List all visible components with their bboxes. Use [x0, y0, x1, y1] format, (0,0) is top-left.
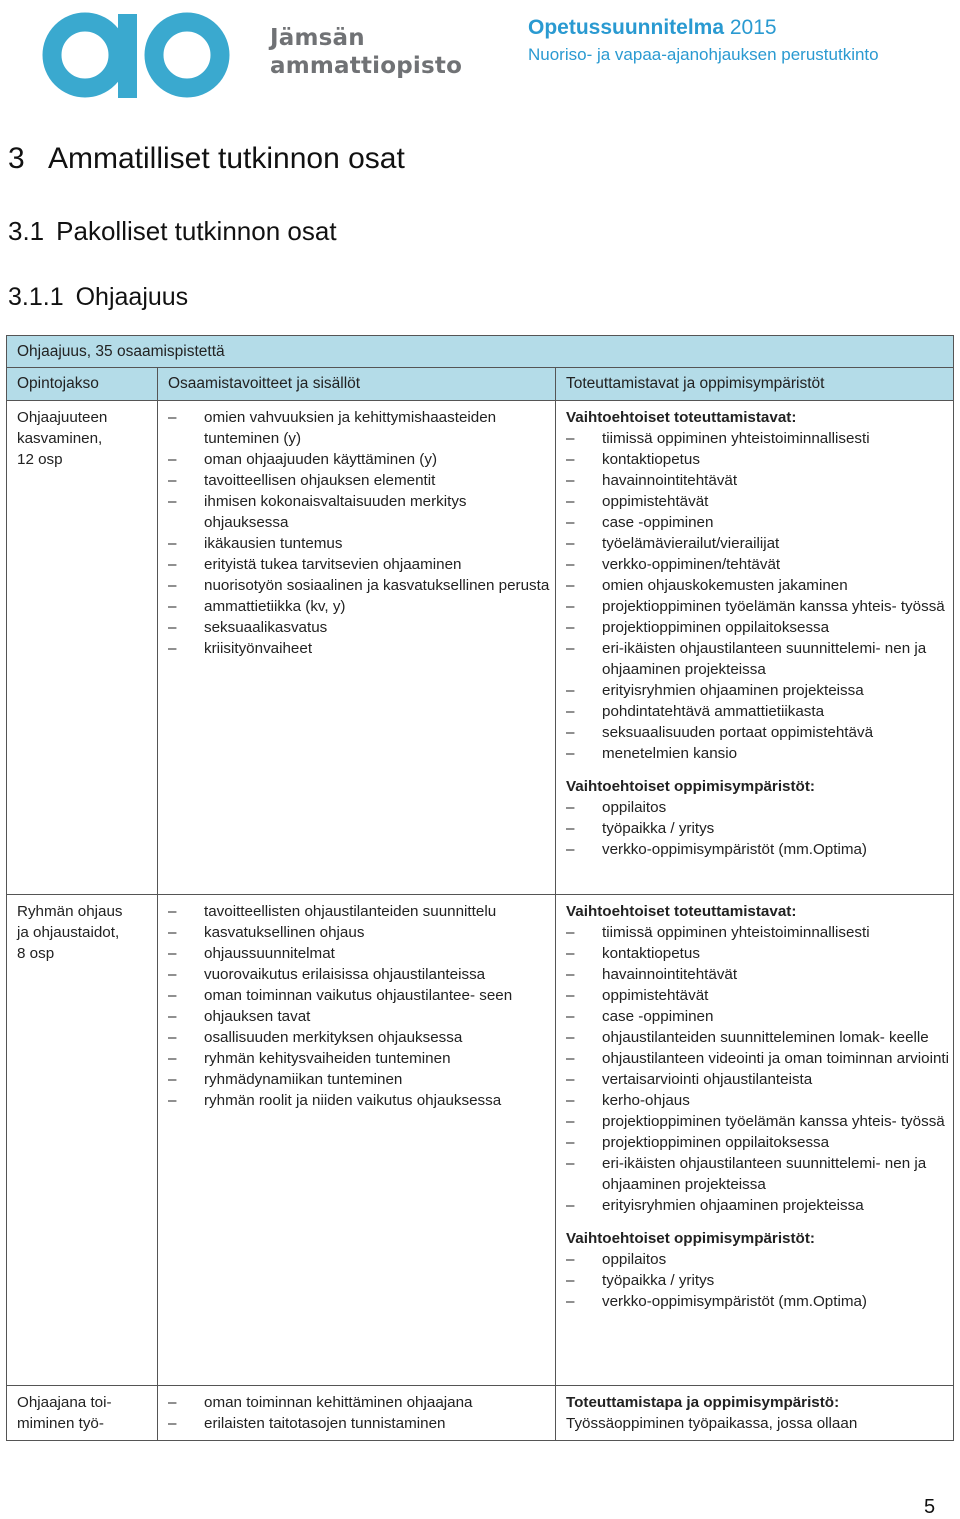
heading-1-text: Ammatilliset tutkinnon osat	[48, 142, 405, 175]
jakso-line: ja ohjaustaidot,	[17, 924, 120, 941]
ao-logo-mark-icon	[30, 4, 236, 100]
table-header-row	[7, 368, 953, 401]
list-item: – verkko-oppimisympäristöt (mm.Optima)	[566, 839, 952, 860]
list-item: – tavoitteellisten ohjaustilanteiden suunnittelu	[168, 901, 550, 922]
list-item: – työpaikka / yritys	[566, 1270, 952, 1291]
list-item: – nuorisotyön sosiaalinen ja kasvatuksellinen perusta	[168, 575, 550, 596]
school-logo	[30, 4, 463, 100]
list-item: – ryhmän roolit ja niiden vaikutus ohjauksessa	[168, 1090, 550, 1111]
list-item: – tiimissä oppiminen yhteistoiminnallisesti	[566, 922, 952, 943]
list-item: – ohjauksen tavat	[168, 1006, 550, 1027]
list-item: – projektioppiminen oppilaitoksessa	[566, 617, 952, 638]
list-item: – oppilaitos	[566, 797, 952, 818]
list-item: – pohdintatehtävä ammattietiikasta	[566, 701, 952, 722]
table-caption-row	[7, 336, 953, 368]
document-title	[528, 16, 777, 40]
jakso-line: kasvaminen,	[17, 430, 103, 447]
list-item: – erityistä tukea tarvitsevien ohjaaminen	[168, 554, 550, 575]
document-subtitle: Nuoriso- ja vapaa-ajanohjauksen perustutkinto	[528, 45, 879, 64]
list-item: – case -oppiminen	[566, 1006, 952, 1027]
heading-1	[8, 142, 405, 176]
list-item: – tiimissä oppiminen yhteistoiminnallisesti	[566, 428, 952, 449]
jakso-line: Ohjaajana toi-	[17, 1394, 112, 1411]
jakso-line: 12 osp	[17, 451, 63, 468]
list-item: – ohjaussuunnitelmat	[168, 943, 550, 964]
list-item: – erilaisten taitotasojen tunnistaminen	[168, 1413, 550, 1434]
column-header-tavoitteet: Osaamistavoitteet ja sisällöt	[168, 375, 361, 392]
list-item: – seksuaalikasvatus	[168, 617, 550, 638]
jakso-line: 8 osp	[17, 945, 55, 962]
list-item: – tavoitteellisen ohjauksen elementit	[168, 470, 550, 491]
list-item: – kriisityönvaiheet	[168, 638, 550, 659]
table-row-2-toteutus	[566, 901, 952, 1312]
list-item: – verkko-oppimisympäristöt (mm.Optima)	[566, 1291, 952, 1312]
toteutus-title: Toteuttamistapa ja oppimisympäristö:	[566, 1394, 840, 1411]
list-item: – osallisuuden merkityksen ohjauksessa	[168, 1027, 550, 1048]
column-divider	[555, 368, 556, 1440]
list-item: – työpaikka / yritys	[566, 818, 952, 839]
list-item: – oppilaitos	[566, 1249, 952, 1270]
heading-2-text: Pakolliset tutkinnon osat	[56, 216, 337, 246]
heading-2	[8, 216, 337, 247]
jakso-line: miminen työ-	[17, 1415, 104, 1432]
school-name-line2: ammattiopisto	[270, 53, 463, 79]
column-header-jakso: Opintojakso	[17, 375, 99, 392]
table-row-3-tavoitteet	[168, 1392, 550, 1434]
list-item: – kerho-ohjaus	[566, 1090, 952, 1111]
list-item: – oppimistehtävät	[566, 491, 952, 512]
table-row-2-tavoitteet	[168, 901, 550, 1111]
heading-3-text: Ohjaajuus	[75, 283, 189, 311]
ymparisto-title: Vaihtoehtoiset oppimisympäristöt:	[566, 778, 815, 795]
table-row-1-toteutus	[566, 407, 952, 860]
table-row-3-toteutus	[566, 1392, 952, 1434]
school-name-line1: Jämsän	[270, 25, 365, 51]
heading-1-number: 3	[8, 142, 25, 175]
list-item: – case -oppiminen	[566, 512, 952, 533]
list-item: – eri-ikäisten ohjaustilanteen suunnittelemi- nen ja ohjaaminen projekteissa	[566, 638, 952, 680]
list-item: – oman ohjaajuuden käyttäminen (y)	[168, 449, 550, 470]
list-item: – eri-ikäisten ohjaustilanteen suunnittelemi- nen ja ohjaaminen projekteissa	[566, 1153, 952, 1195]
list-item: – kontaktiopetus	[566, 449, 952, 470]
row-divider	[7, 894, 953, 895]
list-item: – kasvatuksellinen ohjaus	[168, 922, 550, 943]
list-item: – ihmisen kokonaisvaltaisuuden merkitys ohjauksessa	[168, 491, 550, 533]
document-year: 2015	[729, 16, 777, 39]
heading-3-number: 3.1.1	[8, 283, 64, 311]
curriculum-table	[6, 335, 954, 1441]
list-item: – ohjaustilanteen videointi ja oman toiminnan arviointi	[566, 1048, 952, 1069]
table-row-1-tavoitteet	[168, 407, 550, 659]
heading-3	[8, 283, 188, 312]
list-item: – projektioppiminen työelämän kanssa yhteis- työssä	[566, 1111, 952, 1132]
column-header-toteutus: Toteuttamistavat ja oppimisympäristöt	[566, 375, 825, 392]
table-row-1-jakso	[17, 407, 152, 470]
row-divider	[7, 1385, 953, 1386]
list-item: – verkko-oppiminen/tehtävät	[566, 554, 952, 575]
document-title-text: Opetussuunnitelma	[528, 16, 725, 39]
table-row-3-jakso	[17, 1392, 152, 1434]
list-item: – vuorovaikutus erilaisissa ohjaustilanteissa	[168, 964, 550, 985]
jakso-line: Ohjaajuuteen	[17, 409, 108, 426]
list-item: – työelämävierailut/vierailijat	[566, 533, 952, 554]
list-item: – vertaisarviointi ohjaustilanteista	[566, 1069, 952, 1090]
toteutus-title: Vaihtoehtoiset toteuttamistavat:	[566, 409, 797, 426]
list-item: – oman toiminnan vaikutus ohjaustilantee- seen	[168, 985, 550, 1006]
list-item: – seksuaalisuuden portaat oppimistehtävä	[566, 722, 952, 743]
column-divider	[157, 368, 158, 1440]
table-caption: Ohjaajuus, 35 osaamispistettä	[17, 343, 225, 360]
list-item: – havainnointitehtävät	[566, 470, 952, 491]
list-item: – kontaktiopetus	[566, 943, 952, 964]
heading-2-number: 3.1	[8, 216, 45, 246]
list-item: – ohjaustilanteiden suunnitteleminen lomak- keelle	[566, 1027, 952, 1048]
list-item: – havainnointitehtävät	[566, 964, 952, 985]
list-item: – ryhmän kehitysvaiheiden tunteminen	[168, 1048, 550, 1069]
list-item: – oman toiminnan kehittäminen ohjaajana	[168, 1392, 550, 1413]
page-number: 5	[924, 1496, 936, 1518]
toteutus-title: Vaihtoehtoiset toteuttamistavat:	[566, 903, 797, 920]
list-item: – ikäkausien tuntemus	[168, 533, 550, 554]
list-item: – menetelmien kansio	[566, 743, 952, 764]
list-item: – erityisryhmien ohjaaminen projekteissa	[566, 680, 952, 701]
school-name	[270, 24, 462, 80]
toteutus-text: Työssäoppiminen työpaikassa, jossa ollaan	[566, 1415, 858, 1432]
list-item: – projektioppiminen oppilaitoksessa	[566, 1132, 952, 1153]
ymparisto-title: Vaihtoehtoiset oppimisympäristöt:	[566, 1230, 815, 1247]
list-item: – projektioppiminen työelämän kanssa yhteis- työssä	[566, 596, 952, 617]
list-item: – ryhmädynamiikan tunteminen	[168, 1069, 550, 1090]
list-item: – oppimistehtävät	[566, 985, 952, 1006]
list-item: – omien vahvuuksien ja kehittymishaasteiden tunteminen (y)	[168, 407, 550, 449]
list-item: – ammattietiikka (kv, y)	[168, 596, 550, 617]
table-row-2-jakso	[17, 901, 152, 964]
list-item: – omien ohjauskokemusten jakaminen	[566, 575, 952, 596]
list-item: – erityisryhmien ohjaaminen projekteissa	[566, 1195, 952, 1216]
jakso-line: Ryhmän ohjaus	[17, 903, 123, 920]
